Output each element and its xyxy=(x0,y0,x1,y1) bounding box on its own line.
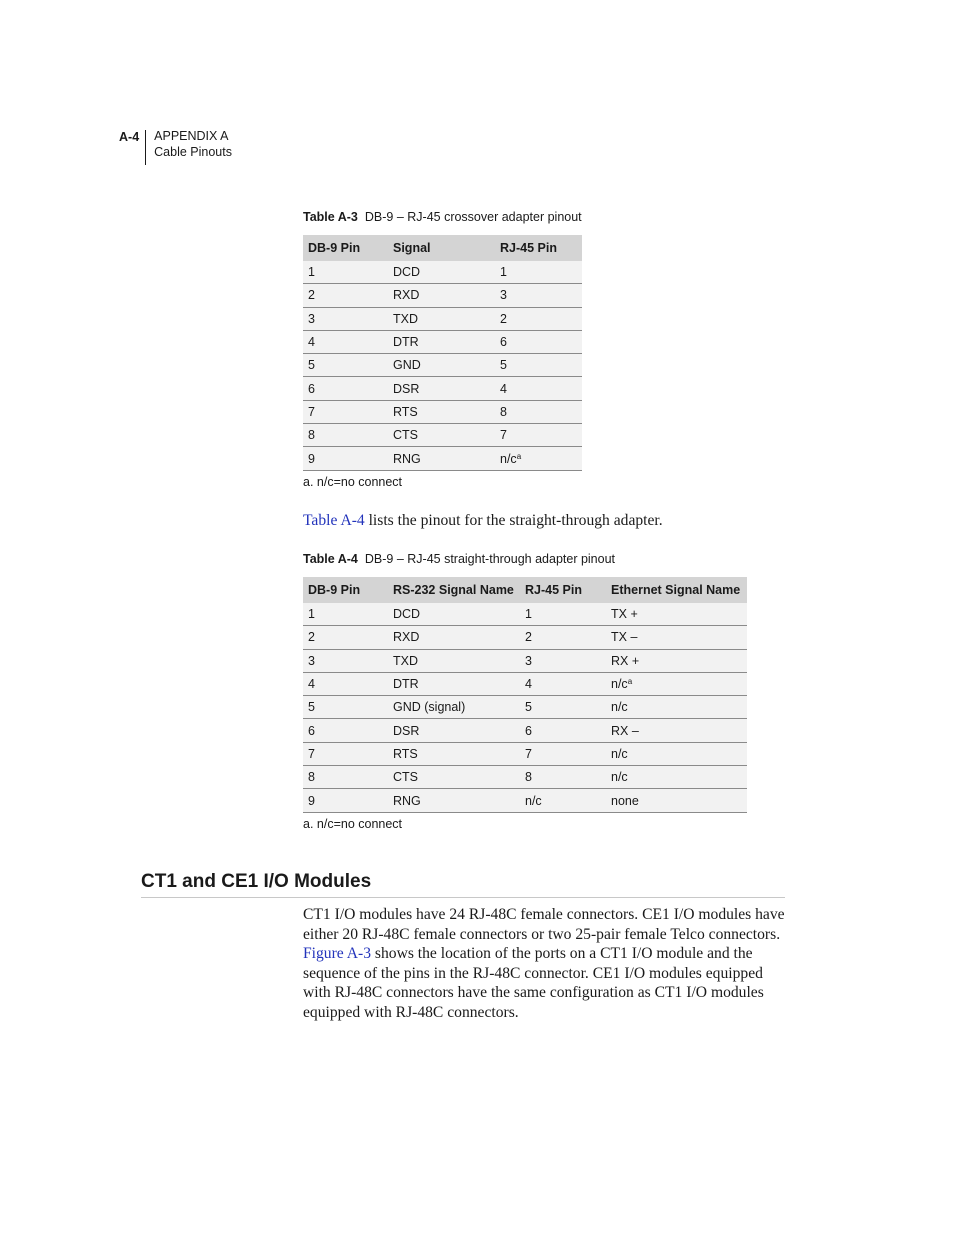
cell-value: 5 xyxy=(500,358,507,373)
cell-value: 2 xyxy=(525,630,532,645)
cell-value: DCD xyxy=(393,607,421,622)
cell-value: DTR xyxy=(393,677,419,692)
table-row xyxy=(303,789,747,812)
table-row xyxy=(303,377,582,400)
table-cell xyxy=(388,696,520,719)
cell-value: 3 xyxy=(308,311,315,326)
cell-value: 4 xyxy=(500,381,507,396)
table-cell xyxy=(495,424,582,447)
table-cell xyxy=(303,766,388,789)
table-cell xyxy=(303,649,388,672)
cell-value: TXD xyxy=(393,653,418,668)
section-paragraph xyxy=(303,905,793,1023)
header-section: Cable Pinouts xyxy=(154,144,232,159)
cell-value: 7 xyxy=(308,746,315,761)
intro-paragraph xyxy=(303,511,793,531)
table-cell xyxy=(388,649,520,672)
column-header: RS-232 Signal Name xyxy=(388,577,520,603)
table-cell xyxy=(606,626,747,649)
figure-a3-link[interactable]: Figure A-3 xyxy=(303,945,372,963)
table-cell xyxy=(495,330,582,353)
footnote-marker: a xyxy=(627,677,633,687)
cell-value: TX – xyxy=(611,630,638,645)
section-text-part1: CT1 I/O modules have 24 RJ-48C female connectors. CE1 I/O modules have either 20 RJ-48C female connectors or two 25-pair female Telco connectors. xyxy=(303,906,785,943)
column-header: Signal xyxy=(388,235,495,261)
table-cell xyxy=(388,377,495,400)
table-cell xyxy=(520,742,606,765)
table-cell xyxy=(520,766,606,789)
table-cell xyxy=(520,719,606,742)
cell-value: 4 xyxy=(525,677,532,692)
cell-value: 3 xyxy=(525,653,532,668)
cell-value: 8 xyxy=(525,770,532,785)
cell-value: DSR xyxy=(393,381,420,396)
table-row xyxy=(303,261,582,284)
table-cell xyxy=(520,649,606,672)
cell-value: n/c xyxy=(500,451,517,466)
cell-value: 6 xyxy=(500,335,507,350)
header-text xyxy=(146,129,232,165)
table-cell xyxy=(606,742,747,765)
table-cell xyxy=(303,330,388,353)
cell-value: 3 xyxy=(500,288,507,303)
running-header xyxy=(119,129,232,165)
table-cell xyxy=(388,719,520,742)
cell-value: GND xyxy=(393,358,421,373)
table-cell xyxy=(303,742,388,765)
table-cell xyxy=(520,789,606,812)
table-row xyxy=(303,672,747,695)
cell-value: 6 xyxy=(308,723,315,738)
cell-value: 1 xyxy=(500,265,507,280)
cell-value: 1 xyxy=(308,607,315,622)
table-cell xyxy=(606,603,747,626)
table-cell xyxy=(388,284,495,307)
table-cell xyxy=(303,626,388,649)
cell-value: 7 xyxy=(500,428,507,443)
cell-value: 8 xyxy=(500,404,507,419)
cell-value: 7 xyxy=(525,746,532,761)
cell-value: 5 xyxy=(525,700,532,715)
column-header: DB-9 Pin xyxy=(303,235,388,261)
cell-value: 5 xyxy=(308,700,315,715)
cell-value: none xyxy=(611,793,639,808)
cell-value: 2 xyxy=(308,288,315,303)
table-cell xyxy=(495,307,582,330)
intro-text: lists the pinout for the straight-through adapter. xyxy=(364,512,663,529)
table-cell xyxy=(388,626,520,649)
table-cell xyxy=(388,354,495,377)
table-cell xyxy=(303,719,388,742)
table-row xyxy=(303,603,747,626)
cell-value: TXD xyxy=(393,311,418,326)
cell-value: 4 xyxy=(308,677,315,692)
table-cell xyxy=(388,330,495,353)
table-cell xyxy=(606,719,747,742)
table-cell xyxy=(303,672,388,695)
table-cell xyxy=(388,307,495,330)
table-cell xyxy=(606,696,747,719)
cell-value: 2 xyxy=(308,630,315,645)
table-cell xyxy=(606,766,747,789)
footnote-marker: a xyxy=(516,451,522,461)
table-cell xyxy=(606,672,747,695)
cell-value: 4 xyxy=(308,335,315,350)
table-cell xyxy=(520,672,606,695)
cell-value: CTS xyxy=(393,770,418,785)
table-cell xyxy=(388,742,520,765)
cell-value: GND (signal) xyxy=(393,700,466,715)
table-cell xyxy=(520,603,606,626)
cell-value: 3 xyxy=(308,653,315,668)
table-cell xyxy=(520,696,606,719)
cell-value: RNG xyxy=(393,451,421,466)
cell-value: 2 xyxy=(500,311,507,326)
table-row xyxy=(303,330,582,353)
cell-value: n/c xyxy=(611,677,628,692)
table-cell xyxy=(303,424,388,447)
table-row xyxy=(303,696,747,719)
table-cell xyxy=(388,447,495,470)
cell-value: RNG xyxy=(393,793,421,808)
cell-value: n/c xyxy=(611,746,628,761)
table-cell xyxy=(388,261,495,284)
table-row xyxy=(303,400,582,423)
table-a3-footnote: a. n/c=no connect xyxy=(303,475,403,489)
table-a4-caption-label: Table A-4 xyxy=(303,552,358,566)
table-cell xyxy=(388,424,495,447)
cell-value: DSR xyxy=(393,723,420,738)
table-cell xyxy=(303,284,388,307)
table-cell xyxy=(495,447,582,470)
cell-value: 6 xyxy=(525,723,532,738)
cell-value: RX + xyxy=(611,653,640,668)
table-cell xyxy=(303,447,388,470)
table-cell xyxy=(388,766,520,789)
table-cell xyxy=(303,377,388,400)
table-cell xyxy=(606,649,747,672)
table-cell xyxy=(303,603,388,626)
column-header: Ethernet Signal Name xyxy=(606,577,747,603)
table-a4-link[interactable]: Table A-4 xyxy=(303,512,365,529)
table-row xyxy=(303,284,582,307)
table-row xyxy=(303,447,582,470)
table-cell xyxy=(303,696,388,719)
cell-value: 9 xyxy=(308,451,315,466)
table-row xyxy=(303,307,582,330)
table-cell xyxy=(303,307,388,330)
table-header-row xyxy=(303,577,747,603)
cell-value: RXD xyxy=(393,630,420,645)
cell-value: RTS xyxy=(393,404,418,419)
table-row xyxy=(303,719,747,742)
table-a3 xyxy=(303,235,582,471)
table-cell xyxy=(495,284,582,307)
table-a4-caption-text: DB-9 – RJ-45 straight-through adapter pinout xyxy=(364,552,616,566)
table-a3-caption-label: Table A-3 xyxy=(303,210,358,224)
cell-value: CTS xyxy=(393,428,418,443)
cell-value: RXD xyxy=(393,288,420,303)
table-cell xyxy=(303,354,388,377)
section-heading: CT1 and CE1 I/O Modules xyxy=(141,871,785,898)
table-a3-caption-text: DB-9 – RJ-45 crossover adapter pinout xyxy=(364,210,582,224)
section-text-part2: shows the location of the ports on a CT1 I/O module and the sequence of the pins in the RJ-48C connector. CE1 I/O modules equipped with RJ-48C connectors have the same configuration as CT1 I/O modules equipped with RJ-48C connectors. xyxy=(303,945,764,1021)
table-cell xyxy=(495,400,582,423)
page-number: A-4 xyxy=(119,130,140,144)
table-row xyxy=(303,742,747,765)
column-header: RJ-45 Pin xyxy=(520,577,606,603)
table-a4 xyxy=(303,577,747,813)
table-cell xyxy=(388,789,520,812)
table-cell xyxy=(388,603,520,626)
cell-value: 8 xyxy=(308,770,315,785)
table-cell xyxy=(495,261,582,284)
table-a4-footnote: a. n/c=no connect xyxy=(303,817,403,831)
cell-value: 7 xyxy=(308,404,315,419)
table-cell xyxy=(303,789,388,812)
table-row xyxy=(303,649,747,672)
column-header: RJ-45 Pin xyxy=(495,235,582,261)
cell-value: 5 xyxy=(308,358,315,373)
table-cell xyxy=(388,672,520,695)
header-chapter: APPENDIX A xyxy=(154,129,229,143)
cell-value: RTS xyxy=(393,746,418,761)
table-cell xyxy=(495,354,582,377)
column-header: DB-9 Pin xyxy=(303,577,388,603)
cell-value: 9 xyxy=(308,793,315,808)
cell-value: 1 xyxy=(308,265,315,280)
table-header-row xyxy=(303,235,582,261)
cell-value: n/c xyxy=(611,700,628,715)
table-cell xyxy=(495,377,582,400)
cell-value: n/c xyxy=(611,770,628,785)
cell-value: 8 xyxy=(308,428,315,443)
table-cell xyxy=(303,261,388,284)
table-row xyxy=(303,766,747,789)
cell-value: TX + xyxy=(611,607,638,622)
table-cell xyxy=(388,400,495,423)
table-row xyxy=(303,424,582,447)
table-cell xyxy=(606,789,747,812)
table-row xyxy=(303,354,582,377)
cell-value: DTR xyxy=(393,335,419,350)
cell-value: DCD xyxy=(393,265,421,280)
cell-value: 6 xyxy=(308,381,315,396)
cell-value: RX – xyxy=(611,723,639,738)
table-a4-caption xyxy=(303,552,615,566)
table-cell xyxy=(303,400,388,423)
table-a3-caption xyxy=(303,210,582,224)
table-cell xyxy=(520,626,606,649)
cell-value: n/c xyxy=(525,793,542,808)
table-row xyxy=(303,626,747,649)
cell-value: 1 xyxy=(525,607,532,622)
